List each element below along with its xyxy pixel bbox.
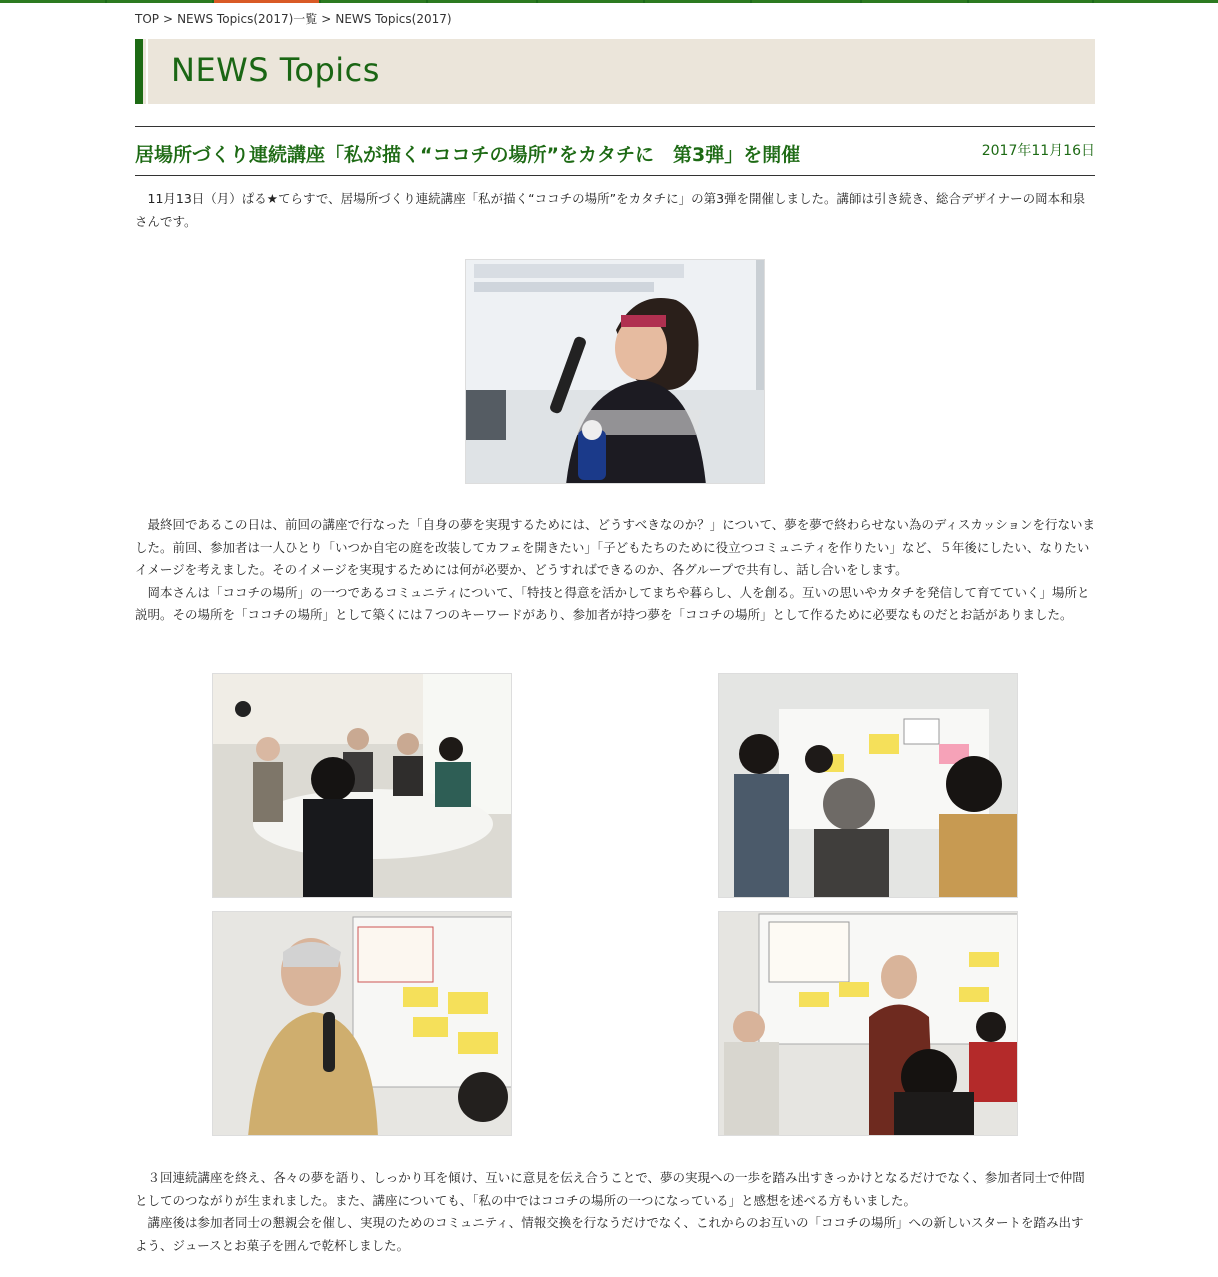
breadcrumb-top-link[interactable]: TOP xyxy=(135,12,160,26)
article-title: 居場所づくり連続講座「私が描く“ココチの場所”をカタチに 第3弾」を開催 xyxy=(135,144,801,166)
discussion-photo-1-image xyxy=(213,674,512,898)
body-paragraph: 最終回であるこの日は、前回の講座で行なった「自身の夢を実現するためには、どうすべきなのか？」について、夢を夢で終わらせない為のディスカッションを行ないました。前回、参加者は一人ひとり「いつか自宅の庭を改装してカフェを開きたい」「子どもたちのために役立つコミュニティを作りたい」など、５年後にしたい、なりたいイメージを考えました。そのイメージを実現するためには何が必要か、どうすればできるのか、各グループで共有し、話し合いをします。 xyxy=(135,517,1096,577)
article-header xyxy=(135,126,1095,176)
body-paragraph: 岡本さんは「ココチの場所」の一つであるコミュニティについて、「特技と得意を活かしてまちや暮らし、人を創る。互いの思いやカタチを発信して育てていく」場所と説明。その場所を「ココチの場所」として築くには７つのキーワードがあり、参加者が持つ夢を「ココチの場所」として作るために必要なものだとお話がありました。 xyxy=(135,584,1090,622)
body-paragraph: ３回連続講座を終え、各々の夢を語り、しっかり耳を傾け、互いに意見を伝え合うことで、夢の実現への一歩を踏み出すきっかけとなるだけでなく、参加者同士で仲間としてのつながりが生まれました。また、講座についても、「私の中ではココチの場所の一つになっている」と感想を述べる方もいました。 xyxy=(135,1170,1085,1208)
lecturer-photo-image xyxy=(466,260,765,484)
discussion-photo-2 xyxy=(718,673,1018,898)
breadcrumb-separator: > xyxy=(321,12,332,26)
presentation-photo-2-image xyxy=(719,912,1018,1136)
nav-tab[interactable] xyxy=(752,0,860,3)
article-body-1 xyxy=(135,514,1095,627)
discussion-photo-1 xyxy=(212,673,512,898)
nav-tab[interactable] xyxy=(969,0,1092,3)
article-date: 2017年11月16日 xyxy=(981,143,1095,159)
nav-tab[interactable] xyxy=(862,0,967,3)
page-title: NEWS Topics xyxy=(171,51,380,89)
breadcrumb-separator: > xyxy=(163,12,174,26)
presentation-photo-2 xyxy=(718,911,1018,1136)
nav-tab[interactable] xyxy=(538,0,643,3)
nav-tab[interactable] xyxy=(645,0,750,3)
discussion-photo-2-image xyxy=(719,674,1018,898)
breadcrumb-list-link[interactable]: NEWS Topics(2017)一覧 xyxy=(177,12,318,26)
body-paragraph: 講座後は参加者同士の懇親会を催し、実現のためのコミュニティ、情報交換を行なうだけでなく、これからのお互いの「ココチの場所」への新しいスタートを踏み出すよう、ジュースとお菓子を囲んで乾杯しました。 xyxy=(135,1215,1084,1253)
nav-tab[interactable] xyxy=(1094,0,1218,3)
lecturer-photo xyxy=(465,259,765,484)
presentation-photo-1-image xyxy=(213,912,512,1136)
page-title-banner xyxy=(135,39,1095,104)
nav-tab-active[interactable] xyxy=(214,0,319,3)
title-accent-line xyxy=(146,39,148,104)
nav-tab[interactable] xyxy=(428,0,536,3)
intro-paragraph: 11月13日（月）ぱる★てらすで、居場所づくり連続講座「私が描く“ココチの場所”をカタチに」の第3弾を開催しました。講師は引き続き、総合デザイナーの岡本和泉さんです。 xyxy=(135,191,1086,229)
breadcrumb xyxy=(135,10,452,27)
nav-tab[interactable] xyxy=(0,0,105,3)
top-nav-bar xyxy=(0,0,1218,3)
presentation-photo-1 xyxy=(212,911,512,1136)
article-body-2 xyxy=(135,1167,1095,1257)
article-intro xyxy=(135,188,1095,233)
nav-tab[interactable] xyxy=(107,0,212,3)
breadcrumb-current: NEWS Topics(2017) xyxy=(335,12,452,26)
nav-tab[interactable] xyxy=(321,0,426,3)
